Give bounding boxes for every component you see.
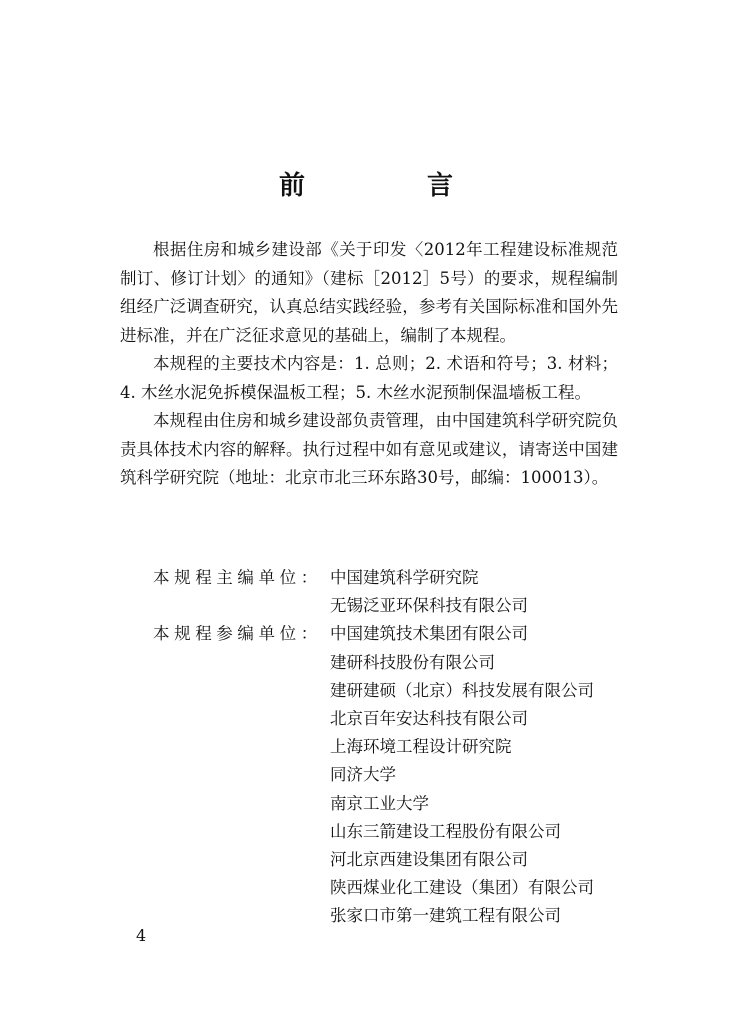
chief-editor-list (330, 564, 630, 620)
unit-name: 北京百年安达科技有限公司 (330, 709, 528, 729)
preface-paragraph: 本规程的主要技术内容是：1. 总则；2. 术语和符号；3. 材料；4. 木丝水泥免拆模保温板工程；5. 木丝水泥预制保温墙板工程。 (120, 354, 618, 402)
chief-editor-label: 本规程主编单位： (153, 568, 322, 587)
preface-paragraph: 本规程由住房和城乡建设部负责管理，由中国建筑科学研究院负责具体技术内容的解释。执行过程中如有意见或建议，请寄送中国建筑科学研究院（地址：北京市北三环东路30号，邮编：100013）。 (120, 411, 618, 487)
unit-name: 无锡泛亚环保科技有限公司 (330, 596, 528, 616)
preface-paragraph: 根据住房和城乡建设部《关于印发〈2012年工程建设标准规范制订、修订计划〉的通知》（建标［2012］5号）的要求，规程编制组经广泛调查研究，认真总结实践经验，参考有关国际标准和国外先进标准，并在广泛征求意见的基础上，编制了本规程。 (120, 240, 618, 345)
unit-name: 南京工业大学 (330, 793, 429, 813)
unit-name: 中国建筑科学研究院 (330, 568, 479, 587)
page-number: 4 (136, 926, 147, 945)
unit-name: 建研建硕（北京）科技发展有限公司 (330, 680, 594, 700)
participating-editor-list (330, 620, 630, 930)
unit-name: 同济大学 (330, 765, 396, 785)
participating-editor-units (120, 620, 630, 930)
preface-body (120, 236, 618, 493)
unit-name: 陕西煤业化工建设（集团）有限公司 (330, 878, 594, 898)
unit-name: 张家口市第一建筑工程有限公司 (330, 906, 561, 926)
page-title: 前 言 (278, 171, 501, 201)
unit-name: 山东三箭建设工程股份有限公司 (330, 821, 561, 841)
unit-name: 中国建筑技术集团有限公司 (330, 624, 528, 644)
editing-units (120, 564, 630, 931)
unit-name: 上海环境工程设计研究院 (330, 737, 512, 757)
unit-name: 建研科技股份有限公司 (330, 652, 495, 672)
unit-name: 河北京西建设集团有限公司 (330, 850, 528, 870)
participating-editor-label: 本规程参编单位： (153, 624, 322, 644)
chief-editor-units (120, 564, 630, 620)
